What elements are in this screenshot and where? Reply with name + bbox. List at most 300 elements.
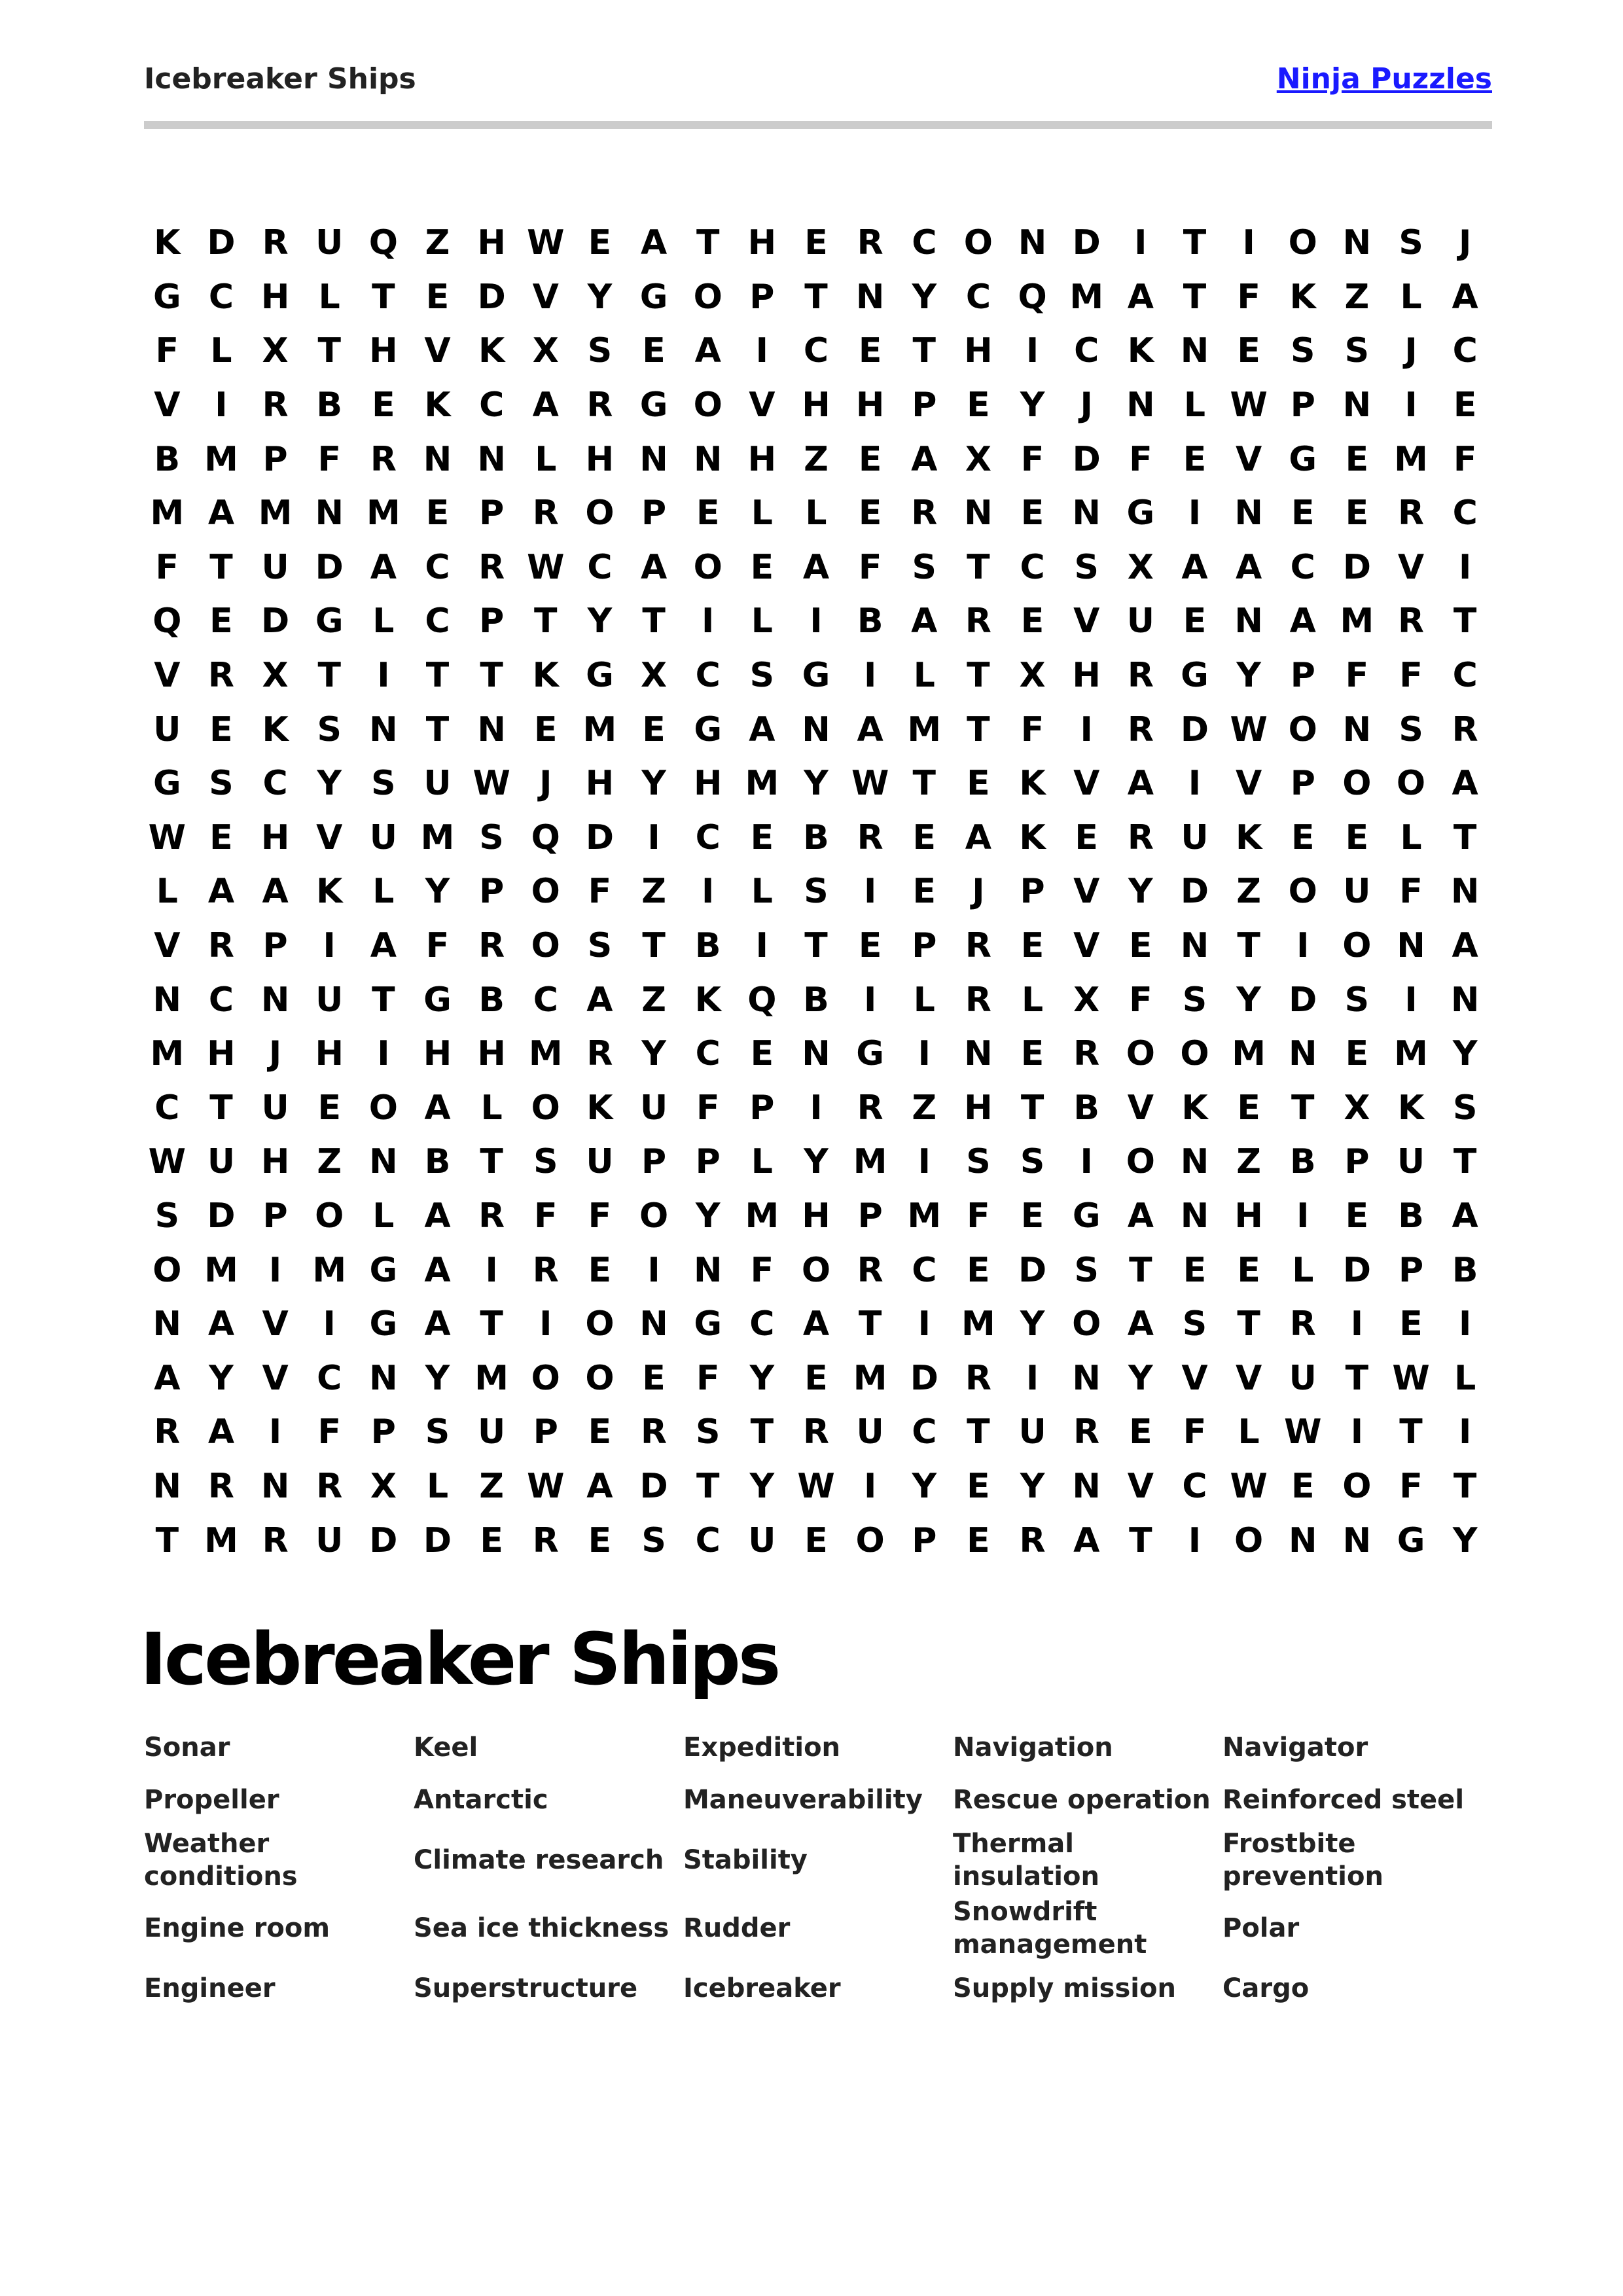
grid-cell: E <box>1345 1034 1369 1074</box>
grid-cell: L <box>156 872 178 912</box>
grid-cell: A <box>911 439 938 479</box>
grid-cell: A <box>207 872 235 912</box>
grid-cell: M <box>853 1142 887 1182</box>
grid-cell: U <box>748 1520 776 1560</box>
grid-cell: R <box>857 817 883 857</box>
grid-cell: M <box>1069 277 1104 317</box>
grid-row <box>140 594 1492 649</box>
word-row <box>144 1962 1492 2015</box>
grid-cell: R <box>478 1196 505 1236</box>
grid-cell: U <box>153 709 181 749</box>
grid-cell: S <box>966 1142 991 1182</box>
grid-cell: J <box>1404 331 1418 371</box>
grid-cell: P <box>479 493 505 533</box>
grid-cell: N <box>1450 980 1480 1020</box>
grid-cell: I <box>1296 1196 1310 1236</box>
grid-cell: L <box>210 331 232 371</box>
grid-cell: K <box>586 1088 613 1128</box>
grid-cell: B <box>803 817 829 857</box>
grid-cell: E <box>588 1412 612 1452</box>
grid-cell: S <box>425 1412 450 1452</box>
grid-cell: E <box>1183 1250 1207 1290</box>
grid-cell: E <box>912 872 936 912</box>
grid-cell: O <box>963 223 993 263</box>
grid-cell: N <box>423 439 452 479</box>
grid-cell: Z <box>804 439 829 479</box>
grid-cell: S <box>1182 980 1207 1020</box>
grid-cell: E <box>1345 493 1369 533</box>
grid-cell: P <box>479 601 505 641</box>
grid-cell: E <box>209 709 233 749</box>
grid-cell: T <box>1291 1088 1315 1128</box>
grid-cell: E <box>967 1466 990 1506</box>
grid-cell: A <box>1452 764 1478 804</box>
grid-cell: N <box>1180 926 1209 966</box>
grid-cell: W <box>1284 1412 1322 1452</box>
grid-cell: H <box>260 1142 290 1182</box>
grid-cell: H <box>423 1034 452 1074</box>
grid-cell: U <box>207 1142 236 1182</box>
grid-cell: T <box>1453 1142 1477 1182</box>
grid-cell: D <box>1018 1250 1047 1290</box>
grid-cell: V <box>1235 1358 1262 1398</box>
grid-cell: D <box>315 547 344 587</box>
grid-cell: O <box>1180 1034 1209 1074</box>
grid-cell: F <box>317 1412 341 1452</box>
grid-cell: W <box>148 817 186 857</box>
grid-cell: E <box>1020 493 1044 533</box>
grid-cell: N <box>152 1466 182 1506</box>
grid-cell: F <box>967 1196 990 1236</box>
grid-cell: M <box>961 1304 995 1344</box>
grid-cell: A <box>857 709 883 749</box>
grid-cell: A <box>207 1412 235 1452</box>
grid-cell: R <box>532 493 559 533</box>
grid-cell: M <box>258 493 293 533</box>
grid-cell: L <box>1400 277 1422 317</box>
grid-cell: A <box>586 1466 613 1506</box>
grid-cell: R <box>1398 601 1425 641</box>
grid-cell: U <box>369 817 397 857</box>
grid-cell: E <box>1020 1196 1044 1236</box>
grid-cell: N <box>855 277 885 317</box>
grid-cell: E <box>588 223 612 263</box>
grid-cell: N <box>693 1250 722 1290</box>
grid-cell: I <box>1188 493 1202 533</box>
grid-cell: E <box>750 817 774 857</box>
grid-cell: Y <box>695 1196 721 1236</box>
grid-cell: T <box>1399 1412 1423 1452</box>
word-item: Sonar <box>144 1732 230 1763</box>
grid-cell: F <box>534 1196 558 1236</box>
grid-cell: I <box>1242 223 1255 263</box>
grid-row <box>140 1135 1492 1189</box>
grid-cell: A <box>370 547 397 587</box>
word-item: Rescue operation <box>953 1785 1211 1815</box>
grid-cell: E <box>480 1520 503 1560</box>
grid-cell: T <box>642 926 666 966</box>
grid-cell: D <box>1180 709 1209 749</box>
grid-cell: R <box>802 1412 830 1452</box>
grid-cell: R <box>1019 1520 1046 1560</box>
grid-cell: C <box>1452 656 1478 696</box>
grid-cell: I <box>1188 1520 1202 1560</box>
grid-cell: U <box>1343 872 1371 912</box>
grid-cell: Z <box>641 872 666 912</box>
grid-cell: D <box>1072 223 1101 263</box>
word-item: Engineer <box>144 1973 276 2003</box>
grid-cell: A <box>370 926 397 966</box>
grid-cell: N <box>477 439 506 479</box>
grid-cell: O <box>693 386 722 425</box>
grid-cell: D <box>1072 439 1101 479</box>
grid-cell: A <box>262 872 289 912</box>
grid-cell: C <box>479 386 505 425</box>
grid-cell: G <box>1181 656 1209 696</box>
grid-cell: O <box>585 493 615 533</box>
grid-cell: Q <box>1018 277 1047 317</box>
grid-cell: I <box>215 386 228 425</box>
grid-cell: M <box>312 1250 347 1290</box>
grid-cell: N <box>1234 601 1263 641</box>
grid-cell: K <box>694 980 721 1020</box>
grid-cell: M <box>420 817 455 857</box>
grid-cell: E <box>967 1250 990 1290</box>
word-item: Maneuverability <box>683 1785 923 1815</box>
grid-cell: X <box>1127 547 1154 587</box>
grid-cell: T <box>912 764 936 804</box>
word-item: Climate research <box>414 1845 664 1875</box>
grid-cell: H <box>1072 656 1101 696</box>
grid-cell: V <box>1127 1466 1154 1506</box>
grid-cell: A <box>1073 1520 1100 1560</box>
grid-cell: E <box>1020 926 1044 966</box>
grid-cell: T <box>534 601 558 641</box>
grid-cell: S <box>479 817 504 857</box>
grid-cell: C <box>1452 493 1478 533</box>
grid-cell: D <box>1180 872 1209 912</box>
grid-cell: K <box>1235 817 1262 857</box>
grid-cell: N <box>1234 493 1263 533</box>
grid-cell: I <box>323 1304 336 1344</box>
grid-row <box>140 432 1492 486</box>
grid-cell: M <box>204 439 238 479</box>
grid-cell: F <box>696 1358 720 1398</box>
grid-cell: D <box>1289 980 1317 1020</box>
grid-cell: Z <box>641 980 666 1020</box>
grid-cell: J <box>1080 386 1093 425</box>
grid-cell: E <box>372 386 395 425</box>
grid-cell: H <box>747 223 777 263</box>
grid-cell: B <box>1452 1250 1478 1290</box>
grid-cell: E <box>1129 926 1152 966</box>
grid-cell: I <box>1350 1412 1364 1452</box>
grid-cell: E <box>967 386 990 425</box>
grid-cell: A <box>1452 926 1478 966</box>
grid-cell: V <box>532 277 559 317</box>
grid-cell: V <box>262 1358 289 1398</box>
grid-cell: A <box>424 1250 451 1290</box>
grid-cell: S <box>749 656 775 696</box>
grid-cell: T <box>912 331 936 371</box>
grid-cell: T <box>967 709 990 749</box>
grid-cell: A <box>640 223 668 263</box>
grid-cell: W <box>527 223 565 263</box>
grid-cell: F <box>1345 656 1369 696</box>
grid-cell: M <box>474 1358 509 1398</box>
grid-cell: D <box>261 601 290 641</box>
grid-cell: Y <box>1452 1034 1478 1074</box>
grid-cell: H <box>802 386 830 425</box>
grid-cell: C <box>208 277 234 317</box>
grid-cell: H <box>260 277 290 317</box>
grid-cell: K <box>1289 277 1316 317</box>
grid-row <box>140 973 1492 1027</box>
word-item: Navigator <box>1222 1732 1368 1763</box>
grid-cell: R <box>965 980 991 1020</box>
grid-cell: Y <box>1128 872 1153 912</box>
grid-cell: A <box>1127 1304 1154 1344</box>
grid-cell: F <box>155 331 179 371</box>
grid-cell: C <box>912 1250 937 1290</box>
grid-cell: P <box>1344 1142 1370 1182</box>
grid-cell: A <box>207 493 235 533</box>
grid-cell: Y <box>1128 1358 1153 1398</box>
grid-cell: S <box>1074 547 1099 587</box>
grid-row <box>140 1513 1492 1568</box>
grid-row <box>140 811 1492 865</box>
grid-cell: V <box>1181 1358 1208 1398</box>
grid-cell: T <box>1237 926 1260 966</box>
grid-cell: L <box>1292 1250 1314 1290</box>
grid-cell: P <box>262 926 288 966</box>
grid-cell: T <box>1183 277 1207 317</box>
grid-cell: K <box>154 223 181 263</box>
grid-cell: N <box>1072 1358 1101 1398</box>
grid-cell: M <box>1340 601 1374 641</box>
grid-cell: C <box>695 1034 721 1074</box>
grid-cell: H <box>585 439 615 479</box>
word-item: Icebreaker <box>683 1973 841 2003</box>
grid-cell: R <box>857 223 883 263</box>
grid-cell: I <box>1080 1142 1093 1182</box>
grid-cell: R <box>207 926 234 966</box>
grid-cell: S <box>1020 1142 1045 1182</box>
grid-cell: I <box>647 817 660 857</box>
grid-cell: T <box>967 547 990 587</box>
grid-cell: C <box>1020 547 1045 587</box>
grid-cell: O <box>368 1088 398 1128</box>
grid-cell: I <box>268 1412 282 1452</box>
grid-cell: N <box>1180 1142 1209 1182</box>
grid-cell: A <box>532 386 559 425</box>
grid-cell: I <box>863 1466 877 1506</box>
grid-cell: W <box>148 1142 186 1182</box>
grid-cell: L <box>913 980 935 1020</box>
grid-cell: R <box>478 926 505 966</box>
grid-cell: L <box>372 1196 395 1236</box>
grid-cell: R <box>1127 817 1154 857</box>
grid-cell: H <box>260 817 290 857</box>
grid-cell: L <box>805 493 827 533</box>
grid-cell: N <box>1072 493 1101 533</box>
grid-cell: L <box>1400 817 1422 857</box>
grid-cell: L <box>751 601 773 641</box>
grid-cell: U <box>315 223 344 263</box>
word-item: Polar <box>1222 1913 1300 1943</box>
grid-cell: A <box>965 817 992 857</box>
ninja-puzzles-link[interactable]: Ninja Puzzles <box>1276 62 1492 96</box>
grid-cell: X <box>262 331 289 371</box>
grid-cell: T <box>1453 1466 1477 1506</box>
grid-cell: L <box>1021 980 1044 1020</box>
grid-cell: C <box>1452 331 1478 371</box>
grid-cell: E <box>1020 1034 1044 1074</box>
grid-cell: Y <box>749 1466 775 1506</box>
grid-cell: N <box>1342 709 1372 749</box>
word-item: Supply mission <box>953 1973 1176 2003</box>
grid-cell: K <box>1019 764 1046 804</box>
grid-cell: N <box>1018 223 1047 263</box>
grid-cell: T <box>1183 223 1207 263</box>
grid-cell: F <box>1399 1466 1423 1506</box>
grid-cell: N <box>1072 1466 1101 1506</box>
grid-cell: Z <box>425 223 450 263</box>
grid-cell: A <box>1181 547 1208 587</box>
grid-cell: H <box>207 1034 236 1074</box>
grid-cell: W <box>797 1466 835 1506</box>
grid-cell: F <box>750 1250 774 1290</box>
grid-row <box>140 865 1492 919</box>
grid-cell: I <box>1026 1358 1039 1398</box>
grid-cell: N <box>477 709 506 749</box>
grid-cell: E <box>858 331 882 371</box>
grid-cell: Y <box>804 764 829 804</box>
grid-row <box>140 649 1492 703</box>
grid-cell: G <box>639 277 668 317</box>
grid-cell: Q <box>368 223 398 263</box>
grid-cell: O <box>152 1250 182 1290</box>
grid-cell: N <box>315 493 344 533</box>
grid-cell: I <box>377 1034 390 1074</box>
word-item: Expedition <box>683 1732 841 1763</box>
grid-cell: U <box>261 547 289 587</box>
grid-cell: L <box>535 439 557 479</box>
grid-cell: Y <box>425 1358 450 1398</box>
word-row <box>144 1894 1492 1962</box>
grid-cell: F <box>858 547 882 587</box>
grid-cell: R <box>965 926 991 966</box>
grid-cell: I <box>1350 1304 1364 1344</box>
grid-row <box>140 541 1492 595</box>
grid-cell: B <box>1073 1088 1100 1128</box>
grid-cell: O <box>1396 764 1426 804</box>
grid-cell: H <box>802 1196 830 1236</box>
grid-cell: U <box>1289 1358 1317 1398</box>
grid-cell: G <box>802 656 830 696</box>
grid-cell: M <box>1394 439 1428 479</box>
grid-cell: P <box>912 926 937 966</box>
grid-row <box>140 1027 1492 1081</box>
grid-cell: N <box>1180 331 1209 371</box>
grid-cell: L <box>480 1088 503 1128</box>
grid-cell: B <box>316 386 343 425</box>
grid-cell: K <box>424 386 451 425</box>
grid-cell: D <box>639 1466 668 1506</box>
grid-cell: R <box>532 1250 559 1290</box>
grid-cell: X <box>370 1466 397 1506</box>
grid-cell: A <box>1127 277 1154 317</box>
grid-cell: C <box>1182 1466 1207 1506</box>
grid-cell: Y <box>587 277 613 317</box>
grid-cell: T <box>696 1466 720 1506</box>
grid-cell: F <box>588 872 612 912</box>
grid-cell: S <box>1344 331 1370 371</box>
grid-cell: M <box>907 709 942 749</box>
grid-cell: S <box>371 764 396 804</box>
grid-cell: E <box>642 709 666 749</box>
grid-cell: N <box>802 1034 830 1074</box>
grid-cell: Y <box>912 277 937 317</box>
grid-cell: I <box>1134 223 1147 263</box>
grid-cell: N <box>639 439 668 479</box>
grid-row <box>140 757 1492 811</box>
word-row <box>144 1826 1492 1894</box>
grid-cell: R <box>586 1034 613 1074</box>
grid-cell: T <box>804 926 828 966</box>
grid-cell: E <box>642 1358 666 1398</box>
grid-cell: U <box>856 1412 884 1452</box>
grid-cell: G <box>369 1304 398 1344</box>
grid-cell: B <box>694 926 721 966</box>
grid-cell: K <box>1181 1088 1208 1128</box>
grid-cell: T <box>804 277 828 317</box>
word-item: Stability <box>683 1845 808 1875</box>
grid-cell: D <box>910 1358 938 1398</box>
grid-cell: T <box>750 1412 774 1452</box>
grid-cell: N <box>964 493 993 533</box>
grid-cell: V <box>424 331 451 371</box>
grid-cell: Y <box>317 764 342 804</box>
grid-cell: L <box>1238 1412 1260 1452</box>
grid-cell: A <box>911 601 938 641</box>
grid-cell: S <box>1344 980 1370 1020</box>
grid-cell: R <box>1452 709 1478 749</box>
word-row <box>144 1721 1492 1774</box>
grid-cell: H <box>855 386 885 425</box>
grid-cell: I <box>810 1088 823 1128</box>
grid-row <box>140 486 1492 541</box>
grid-row <box>140 1243 1492 1297</box>
grid-cell: A <box>802 1304 830 1344</box>
grid-cell: Q <box>152 601 182 641</box>
grid-cell: K <box>478 331 505 371</box>
grid-cell: E <box>1129 1412 1152 1452</box>
grid-cell: S <box>804 872 829 912</box>
grid-cell: J <box>268 1034 282 1074</box>
document-title: Icebreaker Ships <box>144 62 416 96</box>
grid-cell: V <box>1073 601 1100 641</box>
grid-cell: I <box>539 1304 552 1344</box>
grid-cell: S <box>1074 1250 1099 1290</box>
grid-cell: S <box>1291 331 1315 371</box>
grid-cell: M <box>1232 1034 1266 1074</box>
grid-cell: H <box>747 439 777 479</box>
grid-cell: L <box>913 656 935 696</box>
grid-cell: O <box>1126 1034 1155 1074</box>
grid-cell: Z <box>317 1142 342 1182</box>
grid-cell: A <box>1452 1196 1478 1236</box>
